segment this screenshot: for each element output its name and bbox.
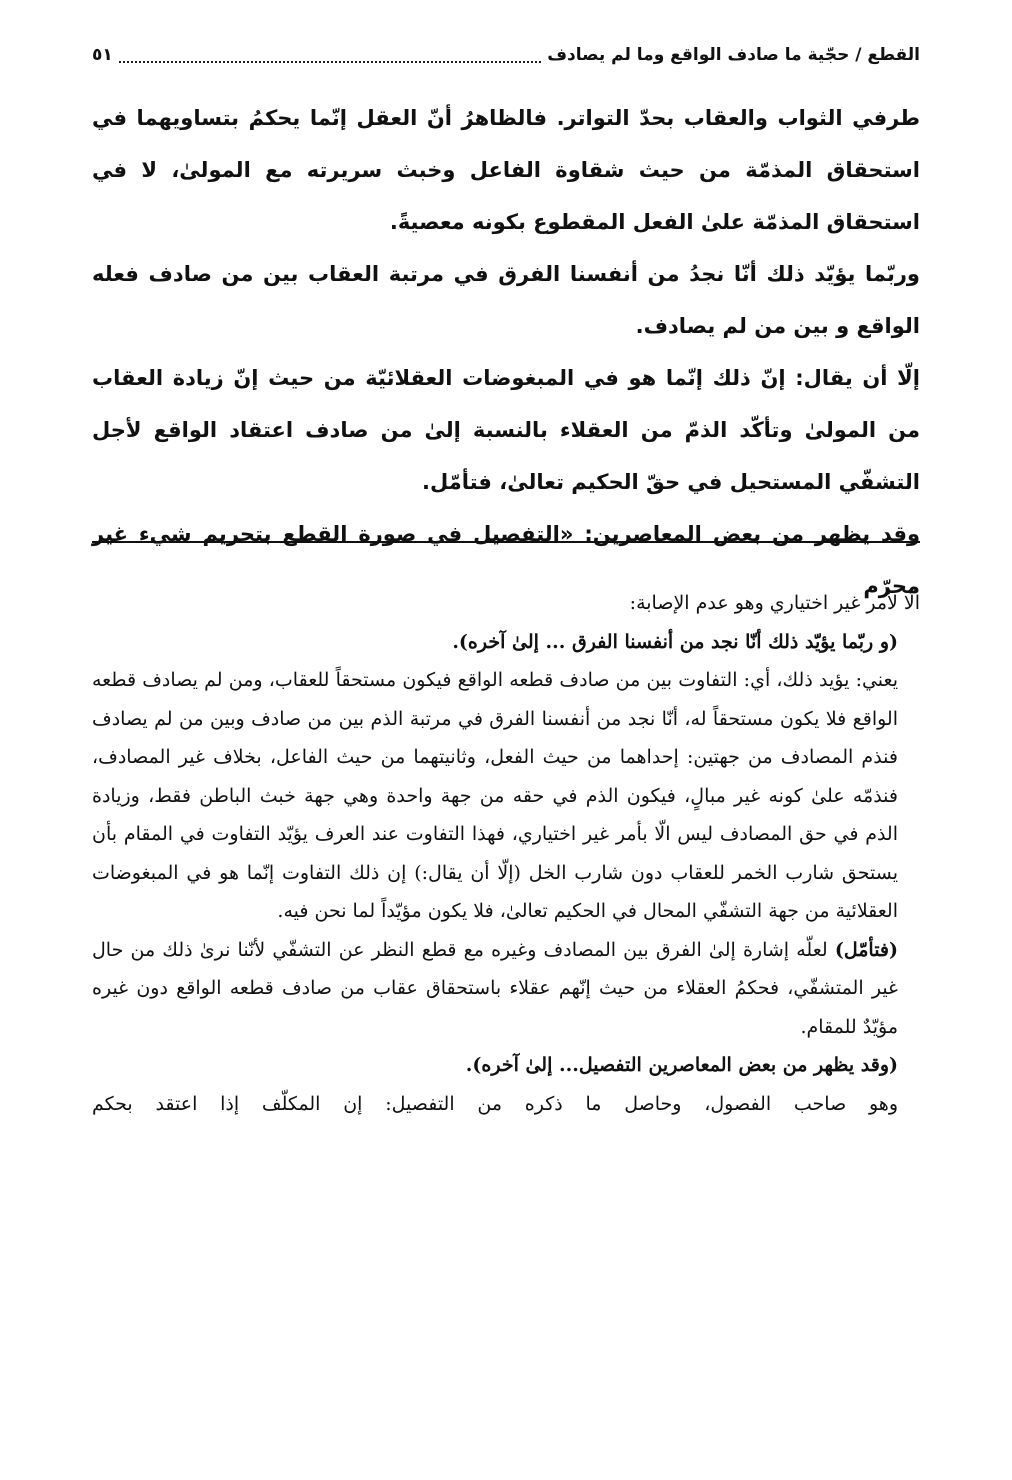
main-paragraph-4: وقد يظهر من بعض المعاصرين: «التفصيل في صورة القطع بتحريم شيء غير محرّم — [92, 522, 920, 598]
commentary-text — [92, 584, 920, 1123]
commentary-paragraph-2 — [92, 931, 920, 1047]
main-text — [92, 92, 920, 612]
page-number: ٥١ — [92, 45, 113, 65]
main-paragraph-2: وربّما يؤيّد ذلك أنّا نجدُ من أنفسنا الفرق في مرتبة العقاب بين من صادف فعله الواقع و بين من لم يصادف. — [92, 262, 920, 338]
separator-rule — [92, 541, 920, 543]
main-paragraph-1: طرفي الثواب والعقاب بحدّ التواتر. فالظاهرُ أنّ العقل إنّما يحكمُ بتساويهما في استحقاق المذمّة من حيث شقاوة الفاعل وخبث سريرته مع المولىٰ، لا في استحقاق المذمّة علىٰ الفعل المقطوع بكونه معصيةً. — [92, 106, 920, 234]
commentary-paragraph-3: وهو صاحب الفصول، وحاصل ما ذكره من التفصيل: إن المكلّف إذا اعتقد بحكم — [92, 1092, 898, 1115]
dot-leader — [119, 47, 541, 63]
commentary-quote-2: (وقد يظهر من بعض المعاصرين التفصيل... إلىٰ آخره). — [465, 1054, 898, 1076]
header-title: القطع / حجّية ما صادف الواقع وما لم يصادف — [547, 45, 920, 65]
commentary-paragraph-1: يعني: يؤيد ذلك، أي: التفاوت بين من صادف قطعه الواقع فيكون مستحقاً للعقاب، ومن لم يصادف قطعه الواقع فلا يكون مستحقاً له، أنّا نجد من أنفسنا الفرق في مرتبة الذم بين من صادف وبين من لم يصادف فنذم المصادف من جهتين: إحداهما من حيث الفعل، وثانيتهما من حيث الفاعل، بخلاف غير المصادف، فنذمّه علىٰ كونه غير مبالٍ، فيكون الذم في حقه من جهة واحدة وهي جهة خبث الباطن فقط، وزيادة الذم في حق المصادف ليس الّا بأمر غير اختياري، فهذا التفاوت عند العرف يؤيّد التفاوت في المقام بأن يستحق شارب الخمر للعقاب دون شارب الخل (إلّا أن يقال:) إن ذلك التفاوت إنّما هو في المبغوضات العقلائية من جهة التشفّي المحال في الحكيم تعالىٰ، فلا يكون مؤيّداً لما نحن فيه. — [92, 669, 898, 922]
commentary-paragraph-2-lead: (فتأمّل) — [834, 938, 898, 961]
commentary-paragraph-2-body: لعلّه إشارة إلىٰ الفرق بين المصادف وغيره مع قطع النظر عن التشفّي لأنّنا نرىٰ ذلك من حال غير المتشفّي، فحكمُ العقلاء من حيث إنّهم عقلاء باستحقاق عقاب من صادف قطعه الواقع دون غيره مؤيّدٌ للمقام. — [92, 938, 898, 1038]
main-paragraph-3: إلّا أن يقال: إنّ ذلك إنّما هو في المبغوضات العقلائيّة من حيث إنّ زيادة العقاب من المولىٰ وتأكّد الذمّ من العقلاء بالنسبة إلىٰ من صادف اعتقاد الواقع لأجل التشفّي المستحيل في حقّ الحكيم تعالىٰ، فتأمّل. — [92, 366, 920, 494]
commentary-line-1: الّا لأمر غير اختياري وهو عدم الإصابة: — [629, 592, 920, 614]
commentary-quote-1: (و ربّما يؤيّد ذلك أنّا نجد من أنفسنا الفرق ... إلىٰ آخره). — [452, 630, 898, 653]
running-header — [92, 40, 920, 70]
